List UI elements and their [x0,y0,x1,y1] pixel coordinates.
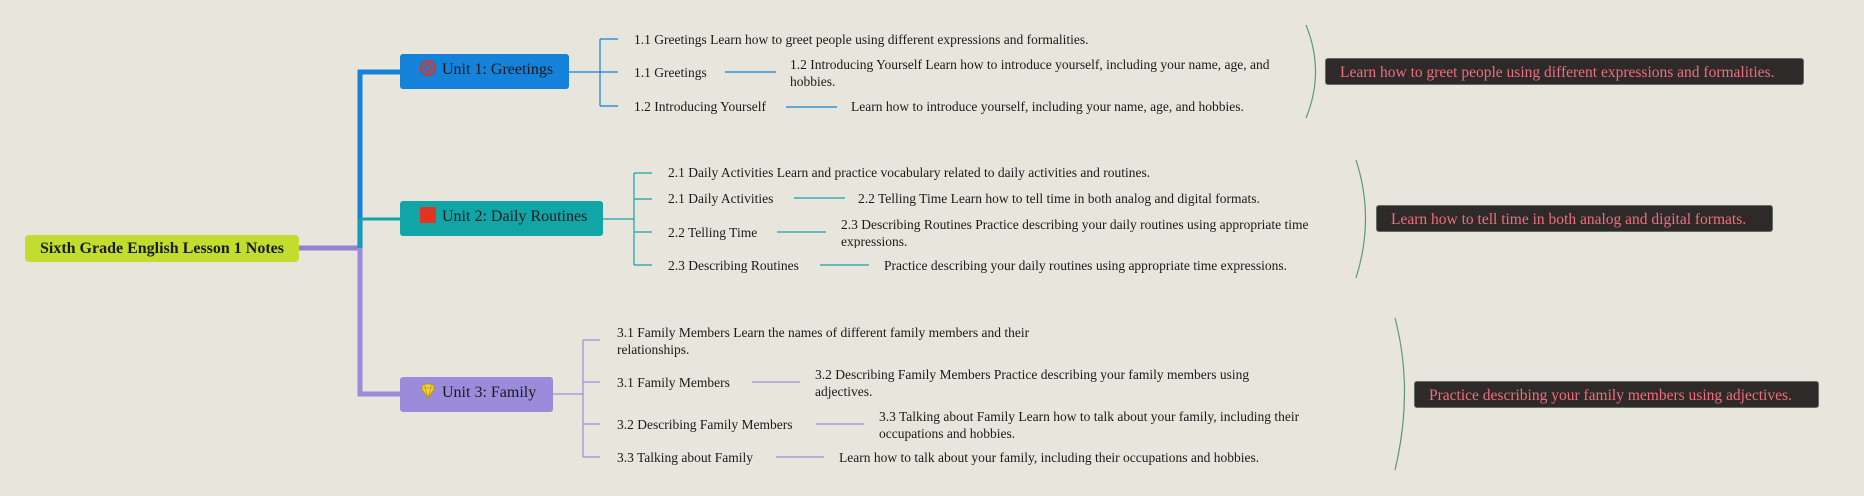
unit-2-item-2[interactable]: 2.1 Daily Activities [668,191,774,206]
unit-2-item-1[interactable]: 2.1 Daily Activities Learn and practice vocabulary related to daily activities and routines. [668,165,1151,180]
unit-2-item-4[interactable]: 2.3 Describing Routines [668,258,799,273]
unit-3-label: Unit 3: Family [442,384,537,401]
unit-3-item-3[interactable]: 3.2 Describing Family Members [617,417,793,432]
unit-1-item-3[interactable]: 1.2 Introducing Yourself [634,99,766,114]
unit-1-item-2-detail[interactable]: 1.2 Introducing Yourself Learn how to introduce yourself, including your name, age, and hobbies. [790,57,1270,89]
red-flag-icon [418,205,438,225]
unit-1-item-2[interactable]: 1.1 Greetings [634,65,707,80]
unit-3-summary[interactable]: Practice describing your family members using adjectives. [1414,381,1819,408]
unit-3-item-2-detail[interactable]: 3.2 Describing Family Members Practice describing your family members using adjectives. [815,367,1250,399]
unit-2-item-3-detail[interactable]: 2.3 Describing Routines Practice describing your daily routines using appropriate time expressions. [841,217,1309,248]
unit-3-item-4-detail[interactable]: Learn how to talk about your family, including their occupations and hobbies. [839,450,1260,465]
unit-2-item-4-detail[interactable]: Practice describing your daily routines using appropriate time expressions. [884,258,1288,273]
diamond-icon [418,381,438,401]
unit3-connector [360,248,400,394]
unit-3-item-4[interactable]: 3.3 Talking about Family [617,450,754,465]
unit-2-summary[interactable]: Learn how to tell time in both analog and digital formats. [1376,205,1773,232]
unit-1-label: Unit 1: Greetings [442,61,554,78]
lifebuoy-icon [418,58,438,78]
unit1-connector [360,72,400,248]
unit-2-label: Unit 2: Daily Routines [442,208,588,225]
unit-1-item-1[interactable]: 1.1 Greetings Learn how to greet people using different expressions and formalities. [634,32,1089,47]
unit-3-item-3-detail[interactable]: 3.3 Talking about Family Learn how to talk about your family, including their occupations and hobbies. [879,409,1300,441]
unit-3-item-2[interactable]: 3.1 Family Members [617,375,730,390]
unit-3-item-1[interactable]: 3.1 Family Members Learn the names of different family members and their relationships. [617,325,1030,357]
unit-2-topic[interactable] [400,201,603,236]
unit-1-topic[interactable] [400,54,569,89]
unit-1-summary[interactable]: Learn how to greet people using different expressions and formalities. [1325,58,1804,85]
root-topic[interactable]: Sixth Grade English Lesson 1 Notes [25,235,299,262]
unit-1-item-3-detail[interactable]: Learn how to introduce yourself, including your name, age, and hobbies. [851,99,1244,114]
unit-2-item-3[interactable]: 2.2 Telling Time [668,225,758,240]
unit-2-item-2-detail[interactable]: 2.2 Telling Time Learn how to tell time in both analog and digital formats. [858,191,1260,206]
unit-3-topic[interactable] [400,377,553,412]
unit2-connector [360,219,400,248]
unit2-branches [603,173,869,265]
